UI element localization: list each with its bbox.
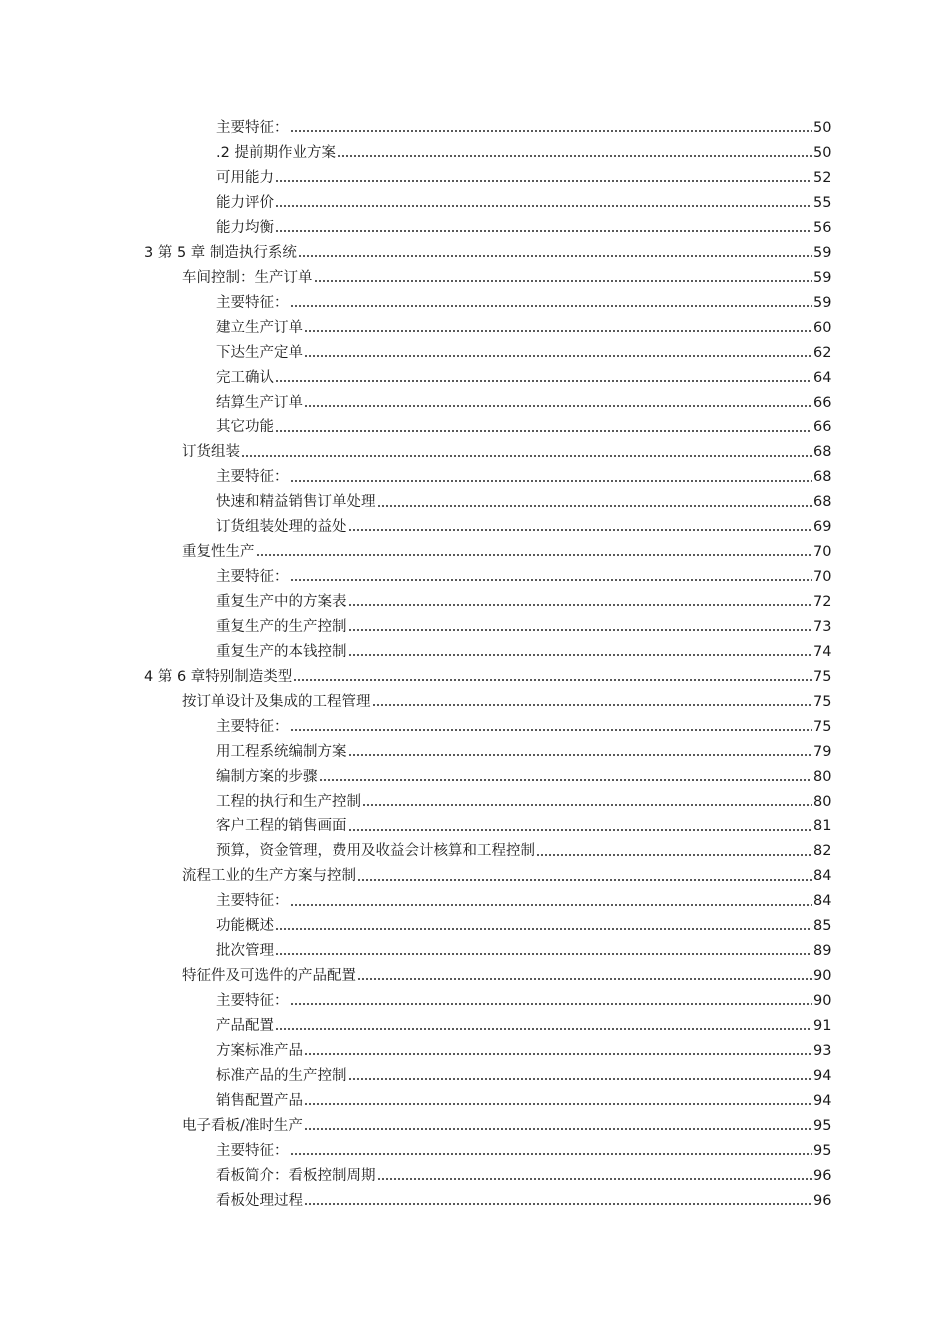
toc-entry-title: 可用能力 bbox=[216, 170, 274, 187]
toc-entry[interactable] bbox=[0, 964, 950, 989]
toc-entry-title: 重复生产的本钱控制 bbox=[216, 643, 347, 660]
toc-entry-page-number: 68 bbox=[813, 469, 832, 486]
toc-entry-page-number: 89 bbox=[813, 943, 832, 960]
dot-leader bbox=[290, 574, 813, 586]
toc-entry-page-number: 73 bbox=[813, 618, 832, 635]
toc-entry[interactable] bbox=[0, 241, 950, 266]
dot-leader bbox=[275, 375, 812, 387]
toc-entry[interactable] bbox=[0, 266, 950, 291]
toc-entry-title: 车间控制：生产订单 bbox=[182, 269, 313, 286]
toc-entry[interactable] bbox=[0, 440, 950, 465]
toc-entry-title: 主要特征： bbox=[216, 294, 289, 311]
toc-entry-title: 编制方案的步骤 bbox=[216, 768, 318, 785]
toc-entry-page-number: 59 bbox=[813, 294, 832, 311]
dot-leader bbox=[275, 200, 812, 212]
toc-entry[interactable] bbox=[0, 640, 950, 665]
toc-entry[interactable] bbox=[0, 465, 950, 490]
dot-leader bbox=[304, 350, 812, 362]
toc-entry[interactable] bbox=[0, 141, 950, 166]
toc-entry-title: 主要特征： bbox=[216, 993, 289, 1010]
toc-entry-title: 看板简介：看板控制周期 bbox=[216, 1167, 376, 1184]
dot-leader bbox=[304, 1123, 812, 1135]
toc-entry-page-number: 56 bbox=[813, 219, 832, 236]
dot-leader bbox=[377, 500, 813, 512]
dot-leader bbox=[314, 275, 813, 287]
toc-entry-page-number: 90 bbox=[813, 968, 832, 985]
dot-leader bbox=[275, 425, 812, 437]
dot-leader bbox=[275, 1023, 812, 1035]
toc-entry[interactable] bbox=[0, 1039, 950, 1064]
toc-entry-page-number: 95 bbox=[813, 1117, 832, 1134]
dot-leader bbox=[290, 300, 813, 312]
dot-leader bbox=[290, 1148, 813, 1160]
toc-entry[interactable] bbox=[0, 989, 950, 1014]
toc-entry[interactable] bbox=[0, 839, 950, 864]
toc-entry[interactable] bbox=[0, 739, 950, 764]
dot-leader bbox=[290, 724, 813, 736]
toc-entry-title: 主要特征： bbox=[216, 1142, 289, 1159]
toc-entry[interactable] bbox=[0, 764, 950, 789]
toc-entry-title: 其它功能 bbox=[216, 419, 274, 436]
toc-entry[interactable] bbox=[0, 565, 950, 590]
dot-leader bbox=[362, 799, 812, 811]
dot-leader bbox=[348, 599, 813, 611]
toc-entry[interactable] bbox=[0, 939, 950, 964]
toc-entry-page-number: 68 bbox=[813, 494, 832, 511]
dot-leader bbox=[348, 524, 813, 536]
toc-entry-page-number: 80 bbox=[813, 793, 832, 810]
toc-entry[interactable] bbox=[0, 914, 950, 939]
toc-entry-page-number: 52 bbox=[813, 170, 832, 187]
toc-entry-page-number: 91 bbox=[813, 1017, 832, 1034]
toc-entry[interactable] bbox=[0, 1064, 950, 1089]
table-of-contents bbox=[0, 116, 950, 1213]
toc-entry-page-number: 90 bbox=[813, 993, 832, 1010]
toc-entry[interactable] bbox=[0, 715, 950, 740]
dot-leader bbox=[290, 998, 813, 1010]
toc-entry[interactable] bbox=[0, 590, 950, 615]
toc-entry-title: 产品配置 bbox=[216, 1017, 274, 1034]
toc-entry-title: 用工程系统编制方案 bbox=[216, 743, 347, 760]
dot-leader bbox=[304, 1048, 812, 1060]
toc-entry-title: 完工确认 bbox=[216, 369, 274, 386]
dot-leader bbox=[377, 1173, 813, 1185]
dot-leader bbox=[275, 175, 812, 187]
toc-entry[interactable] bbox=[0, 191, 950, 216]
toc-entry[interactable] bbox=[0, 390, 950, 415]
toc-entry[interactable] bbox=[0, 1089, 950, 1114]
toc-entry-title: 方案标准产品 bbox=[216, 1042, 303, 1059]
toc-entry[interactable] bbox=[0, 540, 950, 565]
toc-entry-page-number: 62 bbox=[813, 344, 832, 361]
toc-entry-title: 4 第 6 章特别制造类型 bbox=[144, 668, 293, 685]
toc-entry-page-number: 81 bbox=[813, 818, 832, 835]
toc-entry[interactable] bbox=[0, 490, 950, 515]
toc-entry-page-number: 75 bbox=[813, 693, 832, 710]
toc-entry-page-number: 69 bbox=[813, 519, 832, 536]
toc-entry[interactable] bbox=[0, 316, 950, 341]
toc-entry-title: 标准产品的生产控制 bbox=[216, 1067, 347, 1084]
dot-leader bbox=[290, 475, 813, 487]
toc-entry-title: 看板处理过程 bbox=[216, 1192, 303, 1209]
toc-entry-title: 快速和精益销售订单处理 bbox=[216, 494, 376, 511]
toc-entry-title: 建立生产订单 bbox=[216, 319, 303, 336]
dot-leader bbox=[348, 749, 813, 761]
dot-leader bbox=[319, 774, 813, 786]
toc-entry-page-number: 59 bbox=[813, 269, 832, 286]
toc-entry[interactable] bbox=[0, 340, 950, 365]
toc-entry-title: 能力评价 bbox=[216, 195, 274, 212]
toc-entry[interactable] bbox=[0, 515, 950, 540]
toc-entry-page-number: 74 bbox=[813, 643, 832, 660]
toc-entry-title: 销售配置产品 bbox=[216, 1092, 303, 1109]
toc-entry-title: 重复生产中的方案表 bbox=[216, 594, 347, 611]
toc-entry-page-number: 75 bbox=[813, 718, 832, 735]
toc-entry-page-number: 80 bbox=[813, 768, 832, 785]
toc-entry-title: 3 第 5 章 制造执行系统 bbox=[144, 244, 297, 261]
toc-entry-title: 重复性生产 bbox=[182, 544, 255, 561]
toc-entry-title: 主要特征： bbox=[216, 120, 289, 137]
toc-entry[interactable] bbox=[0, 415, 950, 440]
toc-entry-title: 电子看板/准时生产 bbox=[182, 1117, 303, 1134]
toc-entry-title: 订货组装处理的益处 bbox=[216, 519, 347, 536]
toc-entry-title: 主要特征： bbox=[216, 569, 289, 586]
toc-entry-page-number: 70 bbox=[813, 569, 832, 586]
toc-entry[interactable] bbox=[0, 1014, 950, 1039]
dot-leader bbox=[304, 1098, 812, 1110]
toc-entry-title: .2 提前期作业方案 bbox=[216, 145, 336, 162]
dot-leader bbox=[372, 699, 813, 711]
toc-entry[interactable] bbox=[0, 1163, 950, 1188]
toc-entry-page-number: 85 bbox=[813, 918, 832, 935]
toc-entry-title: 流程工业的生产方案与控制 bbox=[182, 868, 356, 885]
dot-leader bbox=[241, 450, 812, 462]
toc-entry-page-number: 68 bbox=[813, 444, 832, 461]
toc-entry-page-number: 94 bbox=[813, 1067, 832, 1084]
toc-entry[interactable] bbox=[0, 216, 950, 241]
toc-entry[interactable] bbox=[0, 814, 950, 839]
toc-entry-title: 主要特征： bbox=[216, 718, 289, 735]
toc-entry-title: 按订单设计及集成的工程管理 bbox=[182, 693, 371, 710]
toc-entry-page-number: 60 bbox=[813, 319, 832, 336]
toc-entry-page-number: 55 bbox=[813, 195, 832, 212]
dot-leader bbox=[357, 874, 812, 886]
toc-entry-page-number: 96 bbox=[813, 1192, 832, 1209]
toc-entry-title: 特征件及可选件的产品配置 bbox=[182, 968, 356, 985]
toc-entry-title: 主要特征： bbox=[216, 469, 289, 486]
toc-entry[interactable] bbox=[0, 1188, 950, 1213]
dot-leader bbox=[536, 849, 812, 861]
toc-entry-page-number: 75 bbox=[813, 668, 832, 685]
toc-entry-title: 预算，资金管理，费用及收益会计核算和工程控制 bbox=[216, 843, 535, 860]
toc-entry-page-number: 64 bbox=[813, 369, 832, 386]
toc-entry-page-number: 93 bbox=[813, 1042, 832, 1059]
toc-entry-page-number: 84 bbox=[813, 868, 832, 885]
toc-entry-page-number: 70 bbox=[813, 544, 832, 561]
toc-entry-title: 能力均衡 bbox=[216, 219, 274, 236]
toc-entry-title: 客户工程的销售画面 bbox=[216, 818, 347, 835]
toc-entry[interactable] bbox=[0, 789, 950, 814]
toc-entry-page-number: 72 bbox=[813, 594, 832, 611]
toc-entry-title: 订货组装 bbox=[182, 444, 240, 461]
dot-leader bbox=[348, 624, 813, 636]
toc-entry-title: 下达生产定单 bbox=[216, 344, 303, 361]
dot-leader bbox=[348, 1073, 813, 1085]
dot-leader bbox=[293, 674, 812, 686]
toc-entry-page-number: 79 bbox=[813, 743, 832, 760]
toc-entry-title: 功能概述 bbox=[216, 918, 274, 935]
toc-entry[interactable] bbox=[0, 864, 950, 889]
toc-entry-page-number: 50 bbox=[813, 145, 832, 162]
dot-leader bbox=[304, 325, 812, 337]
dot-leader bbox=[290, 899, 813, 911]
toc-entry-page-number: 66 bbox=[813, 419, 832, 436]
toc-entry[interactable] bbox=[0, 365, 950, 390]
dot-leader bbox=[298, 250, 812, 262]
toc-entry-page-number: 95 bbox=[813, 1142, 832, 1159]
toc-entry-page-number: 94 bbox=[813, 1092, 832, 1109]
toc-entry-page-number: 96 bbox=[813, 1167, 832, 1184]
toc-entry-page-number: 82 bbox=[813, 843, 832, 860]
dot-leader bbox=[275, 948, 812, 960]
toc-entry-page-number: 66 bbox=[813, 394, 832, 411]
toc-entry-title: 重复生产的生产控制 bbox=[216, 618, 347, 635]
toc-entry-title: 主要特征： bbox=[216, 893, 289, 910]
toc-entry[interactable] bbox=[0, 1138, 950, 1163]
toc-entry[interactable] bbox=[0, 116, 950, 141]
dot-leader bbox=[275, 225, 812, 237]
toc-entry-title: 结算生产订单 bbox=[216, 394, 303, 411]
toc-entry-title: 批次管理 bbox=[216, 943, 274, 960]
toc-entry[interactable] bbox=[0, 615, 950, 640]
toc-entry-page-number: 84 bbox=[813, 893, 832, 910]
dot-leader bbox=[290, 125, 813, 137]
dot-leader bbox=[304, 400, 812, 412]
toc-entry[interactable] bbox=[0, 665, 950, 690]
toc-entry[interactable] bbox=[0, 889, 950, 914]
toc-entry-page-number: 50 bbox=[813, 120, 832, 137]
dot-leader bbox=[337, 150, 812, 162]
dot-leader bbox=[348, 649, 813, 661]
dot-leader bbox=[304, 1198, 812, 1210]
dot-leader bbox=[256, 549, 813, 561]
dot-leader bbox=[348, 824, 813, 836]
toc-entry[interactable] bbox=[0, 166, 950, 191]
dot-leader bbox=[275, 923, 812, 935]
toc-entry-title: 工程的执行和生产控制 bbox=[216, 793, 361, 810]
toc-entry[interactable] bbox=[0, 690, 950, 715]
toc-entry[interactable] bbox=[0, 291, 950, 316]
toc-entry-page-number: 59 bbox=[813, 244, 832, 261]
dot-leader bbox=[357, 973, 812, 985]
toc-entry[interactable] bbox=[0, 1114, 950, 1139]
